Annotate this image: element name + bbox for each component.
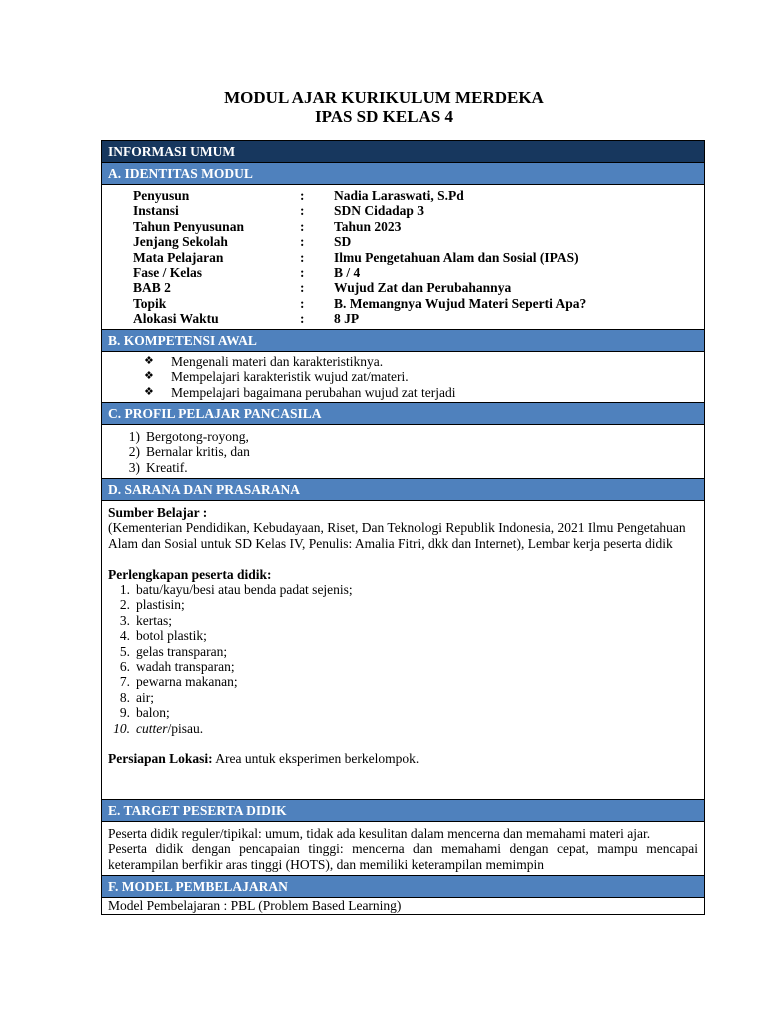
diamond-bullet-icon: ❖: [144, 355, 154, 367]
list-item: [102, 385, 704, 400]
section-c-header: C. PROFIL PELAJAR PANCASILA: [102, 403, 704, 425]
identity-value: B. Memangnya Wujud Materi Seperti Apa?: [334, 295, 587, 311]
list-text: kertas;: [136, 612, 172, 628]
identity-value: 8 JP: [334, 311, 360, 327]
diamond-bullet-icon: ❖: [144, 370, 154, 383]
list-number: 3.: [119, 612, 130, 628]
identity-key: Instansi: [133, 203, 179, 219]
list-number: 1.: [119, 582, 130, 598]
target-tinggi-text: Peserta didik dengan pencapaian tinggi: mencerna dan memahami dengan cepat, mampu mencapai keterampilan berfikir aras tinggi (HOTS), dan memiliki keterampilan memimpin: [108, 841, 698, 872]
list-item: [108, 705, 698, 720]
document-subtitle: IPAS SD KELAS 4: [314, 107, 454, 126]
perlengkapan-label: Perlengkapan peserta didik:: [108, 566, 272, 582]
list-text: [136, 721, 203, 736]
identity-key: BAB 2: [133, 280, 171, 296]
identity-value: Ilmu Pengetahuan Alam dan Sosial (IPAS): [334, 249, 579, 265]
section-b-header: B. KOMPETENSI AWAL: [102, 330, 704, 352]
model-pembelajaran-content: [102, 898, 704, 914]
diamond-bullet-icon: ❖: [144, 385, 154, 398]
module-table: [101, 140, 705, 915]
list-text: batu/kayu/besi atau benda padat sejenis;: [136, 582, 353, 598]
persiapan-lokasi-text: Area untuk eksperimen berkelompok.: [212, 751, 420, 767]
identity-key: Alokasi Waktu: [133, 311, 219, 327]
list-text: Bergotong-royong,: [146, 429, 249, 444]
list-number: 8.: [119, 689, 130, 705]
list-item: [108, 613, 698, 628]
list-text: gelas transparan;: [136, 643, 228, 659]
target-reguler-text: Peserta didik reguler/tipikal: umum, tidak ada kesulitan dalam mencerna dan memahami materi ajar.: [108, 826, 651, 841]
identity-value: B / 4: [334, 264, 361, 280]
identity-colon: :: [300, 218, 305, 234]
section-d-header: D. SARANA DAN PRASARANA: [102, 479, 704, 501]
list-number: 7.: [119, 674, 130, 690]
pisau-text: /pisau.: [167, 720, 204, 736]
sumber-belajar-label: Sumber Belajar :: [108, 505, 208, 520]
list-text: Mempelajari bagaimana perubahan wujud zat terjadi: [171, 384, 456, 400]
list-item: [108, 597, 698, 612]
identity-row: [102, 250, 704, 265]
identity-row: [102, 265, 704, 280]
identity-row: [102, 311, 704, 326]
identity-value: Wujud Zat dan Perubahannya: [334, 280, 512, 296]
persiapan-lokasi: [108, 751, 698, 766]
profil-pelajar-content: [102, 425, 704, 479]
identity-row: [102, 219, 704, 234]
list-item: [108, 659, 698, 674]
identity-row: [102, 296, 704, 311]
identity-value: Nadia Laraswati, S.Pd: [334, 188, 464, 203]
identity-value: SD: [334, 234, 352, 250]
identity-key: Penyusun: [133, 188, 190, 203]
identity-key: Tahun Penyusunan: [133, 218, 244, 234]
informasi-umum-header: INFORMASI UMUM: [102, 141, 704, 163]
list-item: [102, 460, 704, 475]
profil-list: [102, 429, 704, 475]
list-item: [108, 690, 698, 705]
list-item: [102, 369, 704, 384]
identity-key: Mata Pelajaran: [133, 249, 224, 265]
identity-colon: :: [300, 249, 305, 265]
kompetensi-awal-content: [102, 352, 704, 403]
list-text: Mengenali materi dan karakteristiknya.: [171, 354, 384, 369]
section-a-header: A. IDENTITAS MODUL: [102, 163, 704, 185]
identity-colon: :: [300, 203, 305, 219]
kompetensi-list: [102, 354, 704, 400]
persiapan-lokasi-label: Persiapan Lokasi:: [108, 751, 213, 767]
identity-colon: :: [300, 264, 305, 280]
list-number: 10.: [113, 720, 130, 736]
identity-row: [102, 234, 704, 249]
list-item: [108, 721, 698, 736]
target-peserta-content: [102, 822, 704, 876]
identity-colon: :: [300, 311, 305, 327]
identity-colon: :: [300, 234, 305, 250]
list-item: [102, 444, 704, 459]
list-number: 2.: [119, 597, 130, 613]
list-item: [102, 354, 704, 369]
list-item: [108, 644, 698, 659]
list-text: botol plastik;: [136, 628, 207, 644]
list-text: balon;: [136, 705, 170, 721]
list-number: 6.: [119, 658, 130, 674]
list-item: [102, 429, 704, 444]
document-title: MODUL AJAR KURIKULUM MERDEKA: [224, 88, 544, 107]
section-e-header: E. TARGET PESERTA DIDIK: [102, 800, 704, 822]
list-item: [108, 628, 698, 643]
list-number: 5.: [119, 643, 130, 659]
section-f-header: F. MODEL PEMBELAJARAN: [102, 876, 704, 898]
cutter-text: cutter: [136, 720, 168, 736]
list-text: Kreatif.: [146, 459, 188, 475]
identity-row: [102, 203, 704, 218]
list-number: 3): [128, 459, 140, 475]
list-text: air;: [136, 689, 154, 705]
list-text: wadah transparan;: [136, 658, 235, 674]
identity-colon: :: [300, 188, 305, 203]
list-text: plastisin;: [136, 597, 185, 613]
list-text: pewarna makanan;: [136, 674, 238, 690]
identity-value: Tahun 2023: [334, 218, 402, 234]
identity-key: Topik: [133, 295, 167, 311]
identity-colon: :: [300, 295, 305, 311]
list-item: [108, 582, 698, 597]
identity-list: [102, 188, 704, 327]
list-number: 9.: [119, 705, 130, 721]
identity-key: Fase / Kelas: [133, 264, 202, 280]
list-text: Bernalar kritis, dan: [146, 444, 250, 460]
perlengkapan-list: [108, 582, 698, 721]
sarana-prasarana-content: [102, 501, 704, 800]
model-pembelajaran-text: Model Pembelajaran : PBL (Problem Based Learning): [108, 898, 402, 913]
sumber-belajar-text: (Kementerian Pendidikan, Kebudayaan, Riset, Dan Teknologi Republik Indonesia, 2021 Ilmu Pengetahuan Alam dan Sosial untuk SD Kelas IV, Penulis: Amalia Fitri, dkk dan Internet), Lembar kerja peserta didik: [108, 520, 686, 551]
identity-row: [102, 188, 704, 203]
list-item: [108, 674, 698, 689]
identity-colon: :: [300, 280, 305, 296]
list-number: 2): [128, 444, 140, 460]
list-number: 4.: [119, 628, 130, 644]
list-number: 1): [128, 429, 140, 444]
identity-row: [102, 280, 704, 295]
identity-value: SDN Cidadap 3: [334, 203, 425, 219]
list-text: Mempelajari karakteristik wujud zat/materi.: [171, 369, 409, 385]
identitas-modul-content: [102, 185, 704, 330]
identity-key: Jenjang Sekolah: [133, 234, 228, 250]
